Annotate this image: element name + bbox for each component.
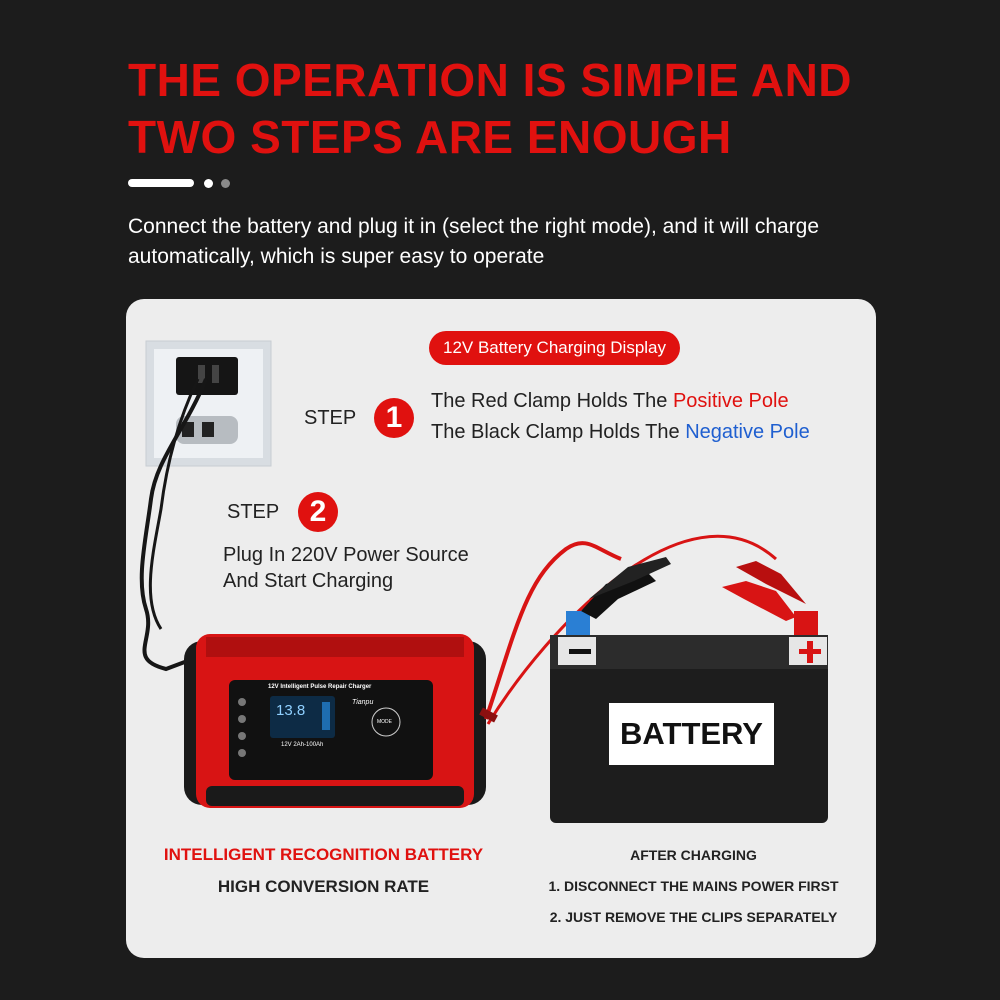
step-2-label: STEP	[227, 501, 280, 523]
instruction-card	[126, 299, 876, 958]
lcd-readout: 13.8	[276, 702, 306, 719]
wall-socket-icon	[146, 341, 271, 466]
active-indicator	[128, 179, 194, 187]
step-1-instructions	[431, 386, 810, 448]
indicator-dot	[204, 179, 213, 188]
feature-line-2: HIGH CONVERSION RATE	[217, 877, 430, 896]
step-2-instructions	[223, 542, 469, 594]
mode-button: MODE	[377, 719, 392, 725]
step-2-number: 2	[298, 492, 338, 532]
step-1-line-2: The Black Clamp Holds The	[431, 421, 686, 443]
feature-text	[126, 845, 521, 897]
after-charging-title: AFTER CHARGING	[630, 847, 757, 863]
step-1-number: 1	[374, 398, 414, 438]
step-1-line-1: The Red Clamp Holds The	[431, 390, 673, 412]
after-charging-step-2: 2. JUST REMOVE THE CLIPS SEPARATELY	[549, 909, 838, 925]
battery-label: BATTERY	[609, 703, 774, 765]
charger-spec: 12V 2Ah-100Ah	[281, 742, 324, 748]
headline-line-2: TWO STEPS ARE ENOUGH	[128, 111, 732, 163]
negative-pole-text: Negative Pole	[685, 421, 810, 443]
charger-device	[184, 634, 486, 808]
positive-pole-text: Positive Pole	[672, 390, 789, 412]
step-2-line-2: And Start Charging	[223, 570, 394, 592]
red-clamp-icon	[722, 561, 806, 621]
after-charging-step-1: 1. DISCONNECT THE MAINS POWER FIRST	[548, 878, 839, 894]
feature-line-1: INTELLIGENT RECOGNITION BATTERY	[163, 845, 484, 864]
headline-line-1: THE OPERATION IS SIMPIE AND	[128, 54, 853, 106]
indicator-dot	[221, 179, 230, 188]
step-1-label: STEP	[304, 407, 357, 429]
intro-text: Connect the battery and plug it in (select the right mode), and it will charge automatically, which is super easy to operate	[128, 215, 820, 268]
step-2-line-1: Plug In 220V Power Source	[223, 544, 469, 566]
black-clamp-icon	[581, 557, 671, 619]
headline	[128, 52, 948, 166]
charger-title: 12V Intelligent Pulse Repair Charger	[268, 684, 372, 690]
charger-brand: Tianpu	[352, 699, 374, 706]
display-badge: 12V Battery Charging Display	[429, 331, 680, 365]
after-charging-notes	[506, 847, 876, 940]
